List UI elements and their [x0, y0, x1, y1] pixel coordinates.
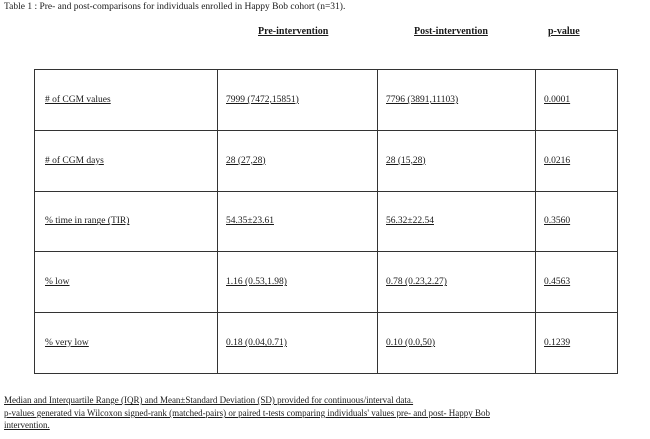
- table-row: [35, 313, 618, 374]
- post-value: 56.32±22.54: [378, 191, 536, 252]
- table-row: [35, 191, 618, 252]
- row-label: # of CGM days: [35, 130, 218, 191]
- footnote-p-values-continued: intervention.: [4, 420, 50, 430]
- table-row: [35, 252, 618, 313]
- column-header-post-intervention: Post-intervention: [414, 26, 488, 37]
- p-value: 0.3560: [536, 191, 618, 252]
- pre-value: 28 (27,28): [218, 130, 378, 191]
- row-label: % low: [35, 252, 218, 313]
- post-value: 0.10 (0.0,50): [378, 313, 536, 374]
- pre-value: 7999 (7472,15851): [218, 70, 378, 131]
- column-header-p-value: p-value: [548, 26, 580, 37]
- post-value: 7796 (3891,11103): [378, 70, 536, 131]
- p-value: 0.0001: [536, 70, 618, 131]
- footnote-p-values: p-values generated via Wilcoxon signed-rank (matched-pairs) or paired t-tests comparing individuals' values pre- and post- Happy Bob: [4, 408, 490, 418]
- row-label: # of CGM values: [35, 70, 218, 131]
- column-header-pre-intervention: Pre-intervention: [258, 26, 329, 37]
- p-value: 0.0216: [536, 130, 618, 191]
- p-value: 0.1239: [536, 313, 618, 374]
- row-label: % time in range (TIR): [35, 191, 218, 252]
- row-label: % very low: [35, 313, 218, 374]
- pre-value: 0.18 (0.04,0.71): [218, 313, 378, 374]
- post-value: 0.78 (0.23,2.27): [378, 252, 536, 313]
- table-row: [35, 70, 618, 131]
- pre-value: 1.16 (0.53,1.98): [218, 252, 378, 313]
- post-value: 28 (15,28): [378, 130, 536, 191]
- table-row: [35, 130, 618, 191]
- p-value: 0.4563: [536, 252, 618, 313]
- footnote-summary-statistics: Median and Interquartile Range (IQR) and Mean±Standard Deviation (SD) provided for continuous/interval data.: [4, 395, 414, 405]
- table-caption: Table 1 : Pre- and post-comparisons for individuals enrolled in Happy Bob cohort (n=31).: [4, 2, 346, 12]
- pre-value: 54.35±23.61: [218, 191, 378, 252]
- results-table: [34, 69, 618, 374]
